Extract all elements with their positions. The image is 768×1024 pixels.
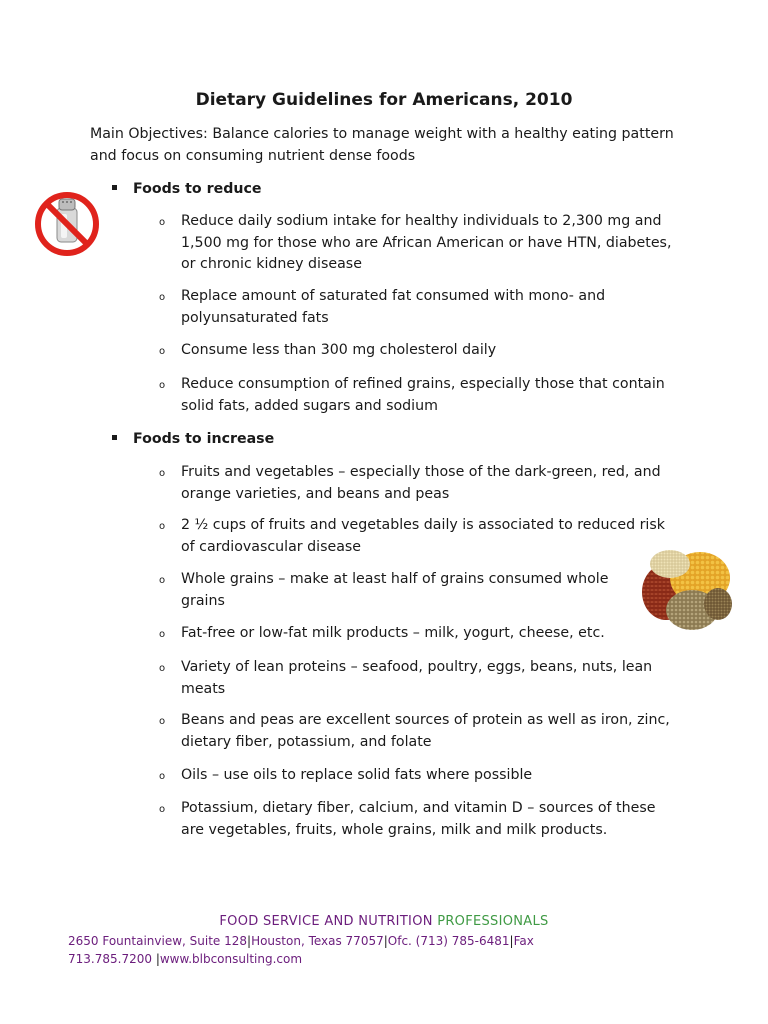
circle-bullet-icon: o [159, 346, 166, 357]
list-item-text: Potassium, dietary fiber, calcium, and vitamin D – sources of these are vegetables, fruits, whole grains, milk and milk products. [181, 800, 656, 838]
circle-bullet-icon: o [159, 521, 166, 532]
circle-bullet-icon: o [159, 663, 166, 674]
list-item-text: Reduce consumption of refined grains, especially those that contain solid fats, added sugars and sodium [181, 376, 665, 414]
list-item-text: 2 ½ cups of fruits and vegetables daily is associated to reduced risk of cardiovascular disease [181, 517, 665, 555]
list-item-text: Oils – use oils to replace solid fats where possible [181, 767, 533, 783]
list-item-text: Beans and peas are excellent sources of protein as well as iron, zinc, dietary fiber, potassium, and folate [181, 712, 670, 750]
footer-fax: 713.785.7200 [68, 952, 152, 966]
list-item-text: Reduce daily sodium intake for healthy individuals to 2,300 mg and 1,500 mg for those who are African American or have HTN, diabetes, or chronic kidney disease [181, 213, 672, 272]
no-salt-icon [33, 190, 101, 258]
footer-city: Houston, Texas 77057 [251, 934, 384, 948]
footer-org-name: FOOD SERVICE AND NUTRITION [219, 914, 433, 929]
circle-bullet-icon: o [159, 292, 166, 303]
circle-bullet-icon: o [159, 716, 166, 727]
footer-organization [0, 914, 768, 929]
grains-image [630, 540, 738, 634]
section-heading-reduce-label: Foods to reduce [133, 181, 262, 197]
circle-bullet-icon: o [159, 629, 166, 640]
list-item-text: Fat-free or low-fat milk products – milk, yogurt, cheese, etc. [181, 625, 605, 641]
footer-contact: 2650 Fountainview, Suite 128|Houston, Texas 77057|Ofc. (713) 785-6481|Fax 713.785.7200 |www.blbconsulting.com [68, 934, 534, 966]
section-heading-increase-label: Foods to increase [133, 431, 275, 447]
footer-org-professionals: PROFESSIONALS [437, 914, 549, 929]
main-objectives: Main Objectives: Balance calories to manage weight with a healthy eating pattern and focus on consuming nutrient dense foods [90, 126, 674, 164]
circle-bullet-icon: o [159, 575, 166, 586]
section-heading-reduce [112, 181, 262, 197]
circle-bullet-icon: o [159, 217, 166, 228]
list-item-text: Variety of lean proteins – seafood, poultry, eggs, beans, nuts, lean meats [181, 659, 653, 697]
list-item-text: Consume less than 300 mg cholesterol daily [181, 342, 497, 358]
square-bullet-icon [112, 185, 117, 190]
circle-bullet-icon: o [159, 380, 166, 391]
section-heading-increase [112, 431, 274, 447]
list-item-text: Replace amount of saturated fat consumed with mono- and polyunsaturated fats [181, 288, 606, 326]
footer-website-link[interactable]: www.blbconsulting.com [159, 952, 303, 966]
footer-fax-label: Fax [513, 934, 534, 948]
circle-bullet-icon: o [159, 771, 166, 782]
list-item-text: Whole grains – make at least half of grains consumed whole grains [181, 571, 609, 609]
circle-bullet-icon: o [159, 468, 166, 479]
footer-address: 2650 Fountainview, Suite 128 [68, 934, 248, 948]
footer-phone: Ofc. (713) 785-6481 [387, 934, 510, 948]
square-bullet-icon [112, 435, 117, 440]
list-item-text: Fruits and vegetables – especially those of the dark-green, red, and orange varieties, and beans and peas [181, 464, 661, 502]
circle-bullet-icon: o [159, 804, 166, 815]
page-title: Dietary Guidelines for Americans, 2010 [195, 90, 573, 110]
